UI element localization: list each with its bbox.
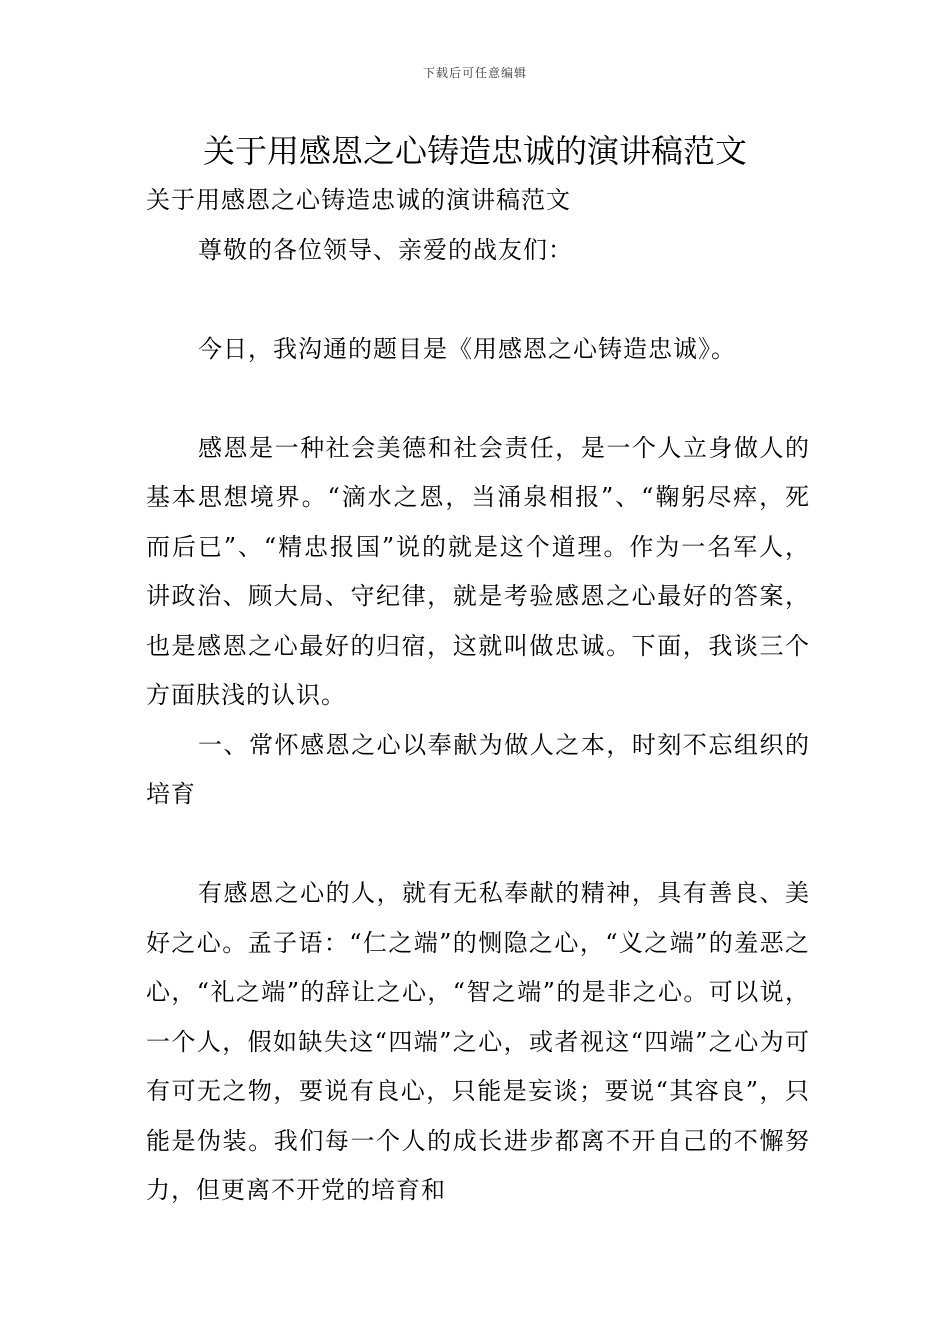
body-paragraph-mencius: 有感恩之心的人，就有无私奉献的精神，具有善良、美好之心。孟子语：“仁之端”的恻隐之心，“义之端”的羞恶之心，“礼之端”的辞让之心，“智之端”的是非之心。可以说，一个人，假如缺失这“四端”之心，或者视这“四端”之心为可有可无之物，要说有良心，只能是妄谈；要说“其容良”，只能是伪装。我们每一个人的成长进步都离不开自己的不懈努力，但更离不开党的培育和 xyxy=(146,879,810,1204)
paragraph-gap xyxy=(146,275,810,325)
document-body xyxy=(146,176,810,1216)
body-paragraph-gratitude: 感恩是一种社会美德和社会责任，是一个人立身做人的基本思想境界。“滴水之恩，当涌泉相报”、“鞠躬尽瘁，死而后已”、“精忠报国”说的就是这个道理。作为一名军人，讲政治、顾大局、守纪律，就是考验感恩之心最好的答案，也是感恩之心最好的归宿，这就叫做忠诚。下面，我谈三个方面肤浅的认识。 xyxy=(146,433,810,709)
document-title: 关于用感恩之心铸造忠诚的演讲稿范文 xyxy=(202,132,747,170)
salutation-paragraph: 尊敬的各位领导、亲爱的战友们： xyxy=(198,235,573,264)
section-heading-one: 一、常怀感恩之心以奉献为做人之本，时刻不忘组织的培育 xyxy=(146,730,810,808)
topic-paragraph: 今日，我沟通的题目是《用感恩之心铸造忠诚》。 xyxy=(198,334,736,363)
paragraph-gap xyxy=(146,374,810,424)
header-note: 下载后可任意编辑 xyxy=(422,66,527,80)
subtitle-paragraph: 关于用感恩之心铸造忠诚的演讲稿范文 xyxy=(146,186,571,214)
paragraph-gap xyxy=(146,820,810,870)
